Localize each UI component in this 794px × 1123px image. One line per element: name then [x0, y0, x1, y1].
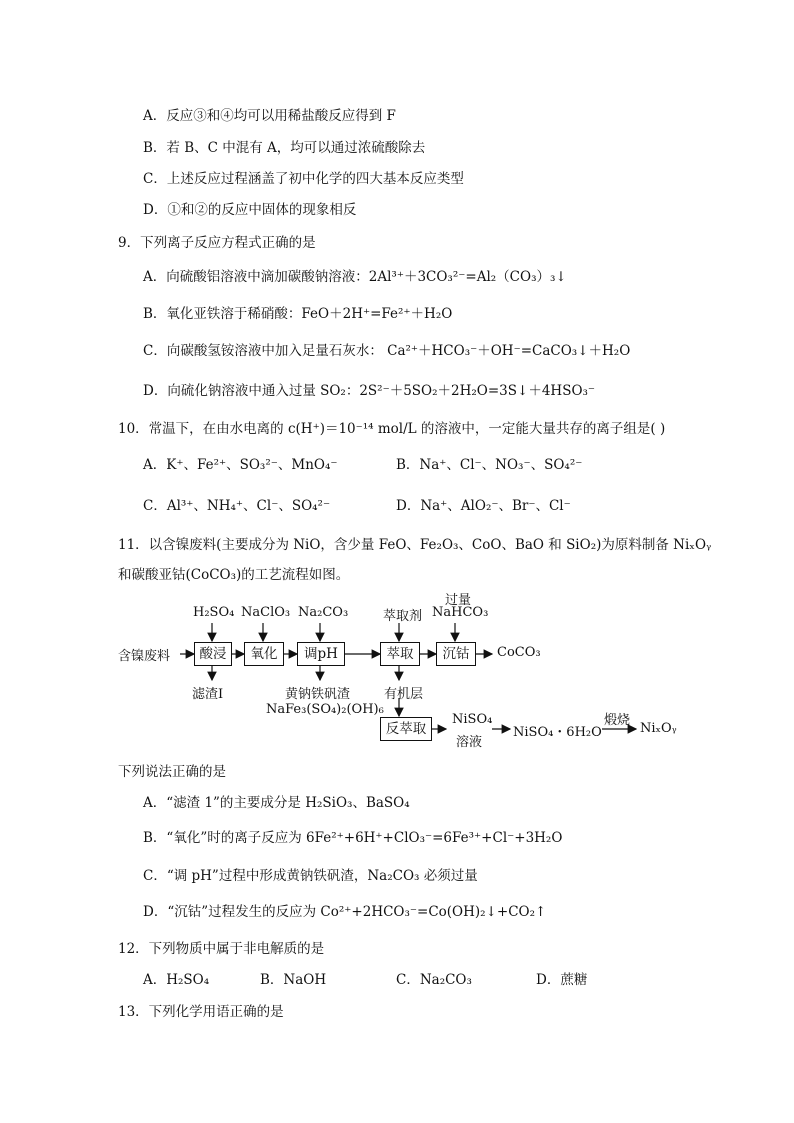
q11-lead: 下列说法正确的是	[118, 764, 226, 780]
q8-option-d: D．①和②的反应中固体的现象相反	[143, 202, 357, 218]
product-coco3: CoCO₃	[497, 645, 541, 660]
residue-1: 滤渣Ⅰ	[192, 687, 224, 702]
q11-stem-line1: 11．以含镍废料(主要成分为 NiO，含少量 FeO、Fe₂O₃、CoO、BaO 和 SiO₂)为原料制备 NiₓOᵧ	[118, 537, 712, 553]
step-back-extract: 反萃取	[380, 717, 432, 741]
q12-option-b: B．NaOH	[260, 972, 327, 988]
q11-option-a: A．“滤渣 1”的主要成分是 H₂SiO₃、BaSO₄	[143, 795, 410, 811]
q12-stem: 12．下列物质中属于非电解质的是	[118, 941, 325, 957]
product-nixoy: NiₓOᵧ	[640, 721, 677, 736]
q10-option-d: D．Na⁺、AlO₂⁻、Br⁻、Cl⁻	[396, 498, 571, 514]
q9-option-a: A．向硫酸铝溶液中滴加碳酸钠溶液：2Al³⁺＋3CO₃²⁻=Al₂（CO₃）₃↓	[143, 269, 567, 285]
jarosite-residue: 黄钠铁矾渣	[285, 687, 351, 702]
flow-start-label: 含镍废料	[118, 649, 171, 664]
solution-label: 溶液	[456, 735, 483, 750]
q11-option-b: B．“氧化”时的离子反应为 6Fe²⁺+6H⁺+ClO₃⁻=6Fe³⁺+Cl⁻+3H₂O	[143, 830, 563, 846]
reagent-extractant: 萃取剂	[383, 609, 423, 624]
q10-option-b: B．Na⁺、Cl⁻、NO₃⁻、SO₄²⁻	[396, 457, 583, 473]
reagent-naclo3: NaClO₃	[241, 605, 291, 620]
q9-option-c: C．向碳酸氢铵溶液中加入足量石灰水： Ca²⁺＋HCO₃⁻＋OH⁻=CaCO₃↓＋H₂O	[143, 343, 631, 359]
q9-option-b: B．氧化亚铁溶于稀硝酸：FeO＋2H⁺=Fe²⁺＋H₂O	[143, 306, 453, 322]
calcine-label: 煅烧	[604, 713, 631, 728]
q9-option-d: D．向硫化钠溶液中通入过量 SO₂：2S²⁻＋5SO₂＋2H₂O=3S↓＋4HSO₃⁻	[143, 383, 596, 399]
reagent-excess: 过量	[445, 593, 472, 608]
q11-option-d: D．“沉钴”过程发生的反应为 Co²⁺+2HCO₃⁻=Co(OH)₂↓+CO₂↑	[143, 904, 547, 920]
step-precipitate-cobalt: 沉钴	[436, 642, 476, 666]
reagent-na2co3: Na₂CO₃	[298, 605, 349, 620]
q9-stem: 9．下列离子反应方程式正确的是	[118, 235, 316, 251]
q10-option-a: A．K⁺、Fe²⁺、SO₃²⁻、MnO₄⁻	[143, 457, 338, 473]
niso4-hydrate: NiSO₄・6H₂O	[513, 725, 602, 740]
step-adjust-ph: 调pH	[297, 642, 345, 666]
q8-option-a: A．反应③和④均可以用稀盐酸反应得到 F	[143, 108, 396, 124]
niso4-label: NiSO₄	[452, 712, 493, 727]
q12-option-a: A．H₂SO₄	[143, 972, 210, 988]
reagent-h2so4: H₂SO₄	[193, 605, 235, 620]
step-oxidize: 氧化	[244, 642, 284, 666]
q8-option-b: B．若 B、C 中混有 A，均可以通过浓硫酸除去	[143, 140, 426, 156]
organic-layer: 有机层	[384, 687, 424, 702]
q11-stem-line2: 和碳酸亚钴(CoCO₃)的工艺流程如图。	[118, 567, 350, 583]
step-extract: 萃取	[380, 642, 420, 666]
q11-option-c: C．“调 pH”过程中形成黄钠铁矾渣，Na₂CO₃ 必须过量	[143, 868, 478, 884]
step-acid-leach: 酸浸	[194, 642, 232, 666]
q10-stem: 10．常温下，在由水电离的 c(H⁺)＝10⁻¹⁴ mol/L 的溶液中，一定能大量共存的离子组是( )	[118, 421, 666, 437]
q13-stem: 13．下列化学用语正确的是	[118, 1004, 284, 1020]
q12-option-c: C．Na₂CO₃	[396, 972, 472, 988]
jarosite-formula: NaFe₃(SO₄)₂(OH)₆	[266, 702, 384, 717]
q12-option-d: D．蔗糖	[536, 972, 588, 988]
q8-option-c: C．上述反应过程涵盖了初中化学的四大基本反应类型	[143, 171, 464, 187]
reagent-nahco3: NaHCO₃	[432, 605, 489, 620]
q10-option-c: C．Al³⁺、NH₄⁺、Cl⁻、SO₄²⁻	[143, 498, 331, 514]
